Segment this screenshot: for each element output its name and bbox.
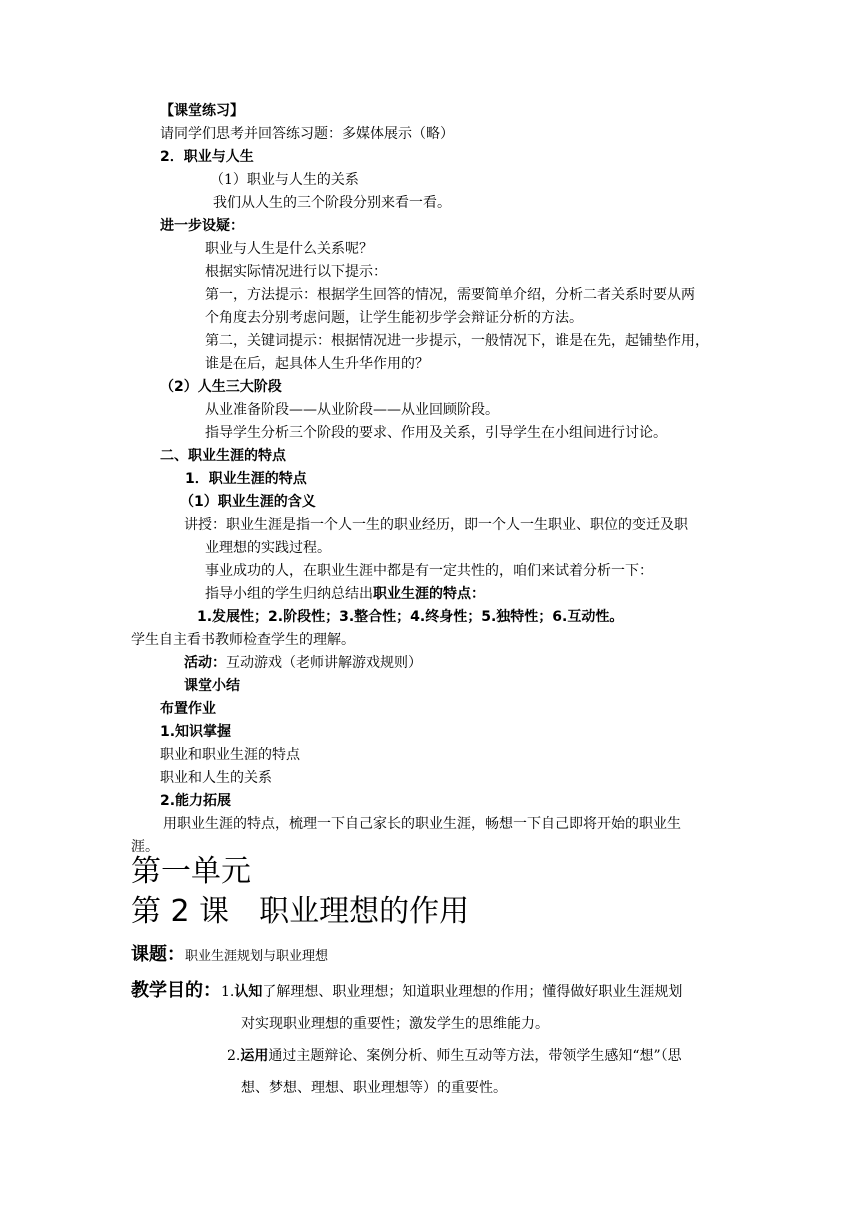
paragraph: 对实现职业理想的重要性；激发学生的思维能力。 <box>241 1016 549 1032</box>
paragraph <box>184 653 422 673</box>
section-homework: 布置作业 <box>160 701 216 717</box>
objectives-label: 教学目的： <box>131 980 221 1001</box>
objective-number: 1. <box>221 984 235 1000</box>
lesson-title: 第 2 课 职业理想的作用 <box>131 894 470 929</box>
paragraph: （1）职业与人生的关系 <box>210 172 359 188</box>
topic-value: 职业生涯规划与职业理想 <box>185 949 329 964</box>
homework-ability: 2.能力拓展 <box>160 793 232 809</box>
paragraph: 第二，关键词提示：根据情况进一步提示，一般情况下，谁是在先，起铺垫作用， <box>205 333 709 349</box>
objective-2 <box>227 1046 682 1066</box>
homework-knowledge: 1.知识掌握 <box>160 724 232 740</box>
objective-keyword: 运用 <box>240 1048 269 1064</box>
activity-label: 活动： <box>184 655 226 671</box>
paragraph: 指导学生分析三个阶段的要求、作用及关系，引导学生在小组间进行讨论。 <box>205 425 667 441</box>
paragraph: 学生自主看书教师检查学生的理解。 <box>131 632 355 648</box>
paragraph: 我们从人生的三个阶段分别来看一看。 <box>213 195 451 211</box>
section-classroom-exercise: 【课堂练习】 <box>160 103 244 119</box>
objective-text: 了解理想、职业理想；知道职业理想的作用；懂得做好职业生涯规划 <box>262 984 683 1000</box>
paragraph: 涯。 <box>131 839 159 855</box>
section-career-features: 二、职业生涯的特点 <box>160 448 286 464</box>
subsection-three-stages: （2）人生三大阶段 <box>160 379 282 395</box>
paragraph: 第一，方法提示：根据学生回答的情况，需要简单介绍，分析二者关系时要从两 <box>205 287 695 303</box>
paragraph: 职业和职业生涯的特点 <box>160 747 300 763</box>
paragraph: 谁是在后，起具体人生升华作用的？ <box>205 356 429 372</box>
feature-list: 1.发展性；2.阶段性；3.整合性；4.终身性；5.独特性；6.互动性。 <box>197 609 624 625</box>
paragraph: 讲授：职业生涯是指一个人一生的职业经历，即一个人一生职业、职位的变迁及职 <box>184 517 688 533</box>
bold-phrase: 职业生涯的特点： <box>373 586 485 602</box>
objective-number: 2. <box>227 1048 241 1064</box>
objective-keyword: 认知 <box>234 984 263 1000</box>
paragraph: 职业和人生的关系 <box>160 770 272 786</box>
topic-line <box>131 942 328 970</box>
paragraph: 根据实际情况进行以下提示： <box>205 264 387 280</box>
topic-label: 课题： <box>131 944 185 965</box>
subsection-further-question: 进一步设疑： <box>160 218 244 234</box>
paragraph: 请同学们思考并回答练习题：多媒体展示（略） <box>160 126 454 142</box>
paragraph-text: 指导小组的学生归纳总结出 <box>205 586 373 602</box>
unit-title: 第一单元 <box>131 854 251 889</box>
section-summary: 课堂小结 <box>184 678 240 694</box>
subsection-career-meaning: （1）职业生涯的含义 <box>180 494 316 510</box>
paragraph: 事业成功的人，在职业生涯中都是有一定共性的，咱们来试着分析一下： <box>205 563 653 579</box>
paragraph <box>205 584 485 604</box>
paragraph: 个角度去分别考虑问题，让学生能初步学会辩证分析的方法。 <box>205 310 583 326</box>
objective-1 <box>131 978 682 1005</box>
paragraph: 业理想的实践过程。 <box>205 540 331 556</box>
paragraph: 用职业生涯的特点，梳理一下自己家长的职业生涯，畅想一下自己即将开始的职业生 <box>163 816 681 832</box>
subsection-career-features: 1．职业生涯的特点 <box>185 471 307 487</box>
subsection-career-and-life: 2．职业与人生 <box>160 149 254 165</box>
paragraph: 从业准备阶段——从业阶段——从业回顾阶段。 <box>205 402 499 418</box>
objective-text: 通过主题辩论、案例分析、师生互动等方法，带领学生感知“想”（思 <box>268 1048 682 1064</box>
paragraph: 想、梦想、理想、职业理想等）的重要性。 <box>241 1080 507 1096</box>
paragraph: 职业与人生是什么关系呢？ <box>205 241 373 257</box>
activity-text: 互动游戏（老师讲解游戏规则） <box>226 655 422 671</box>
